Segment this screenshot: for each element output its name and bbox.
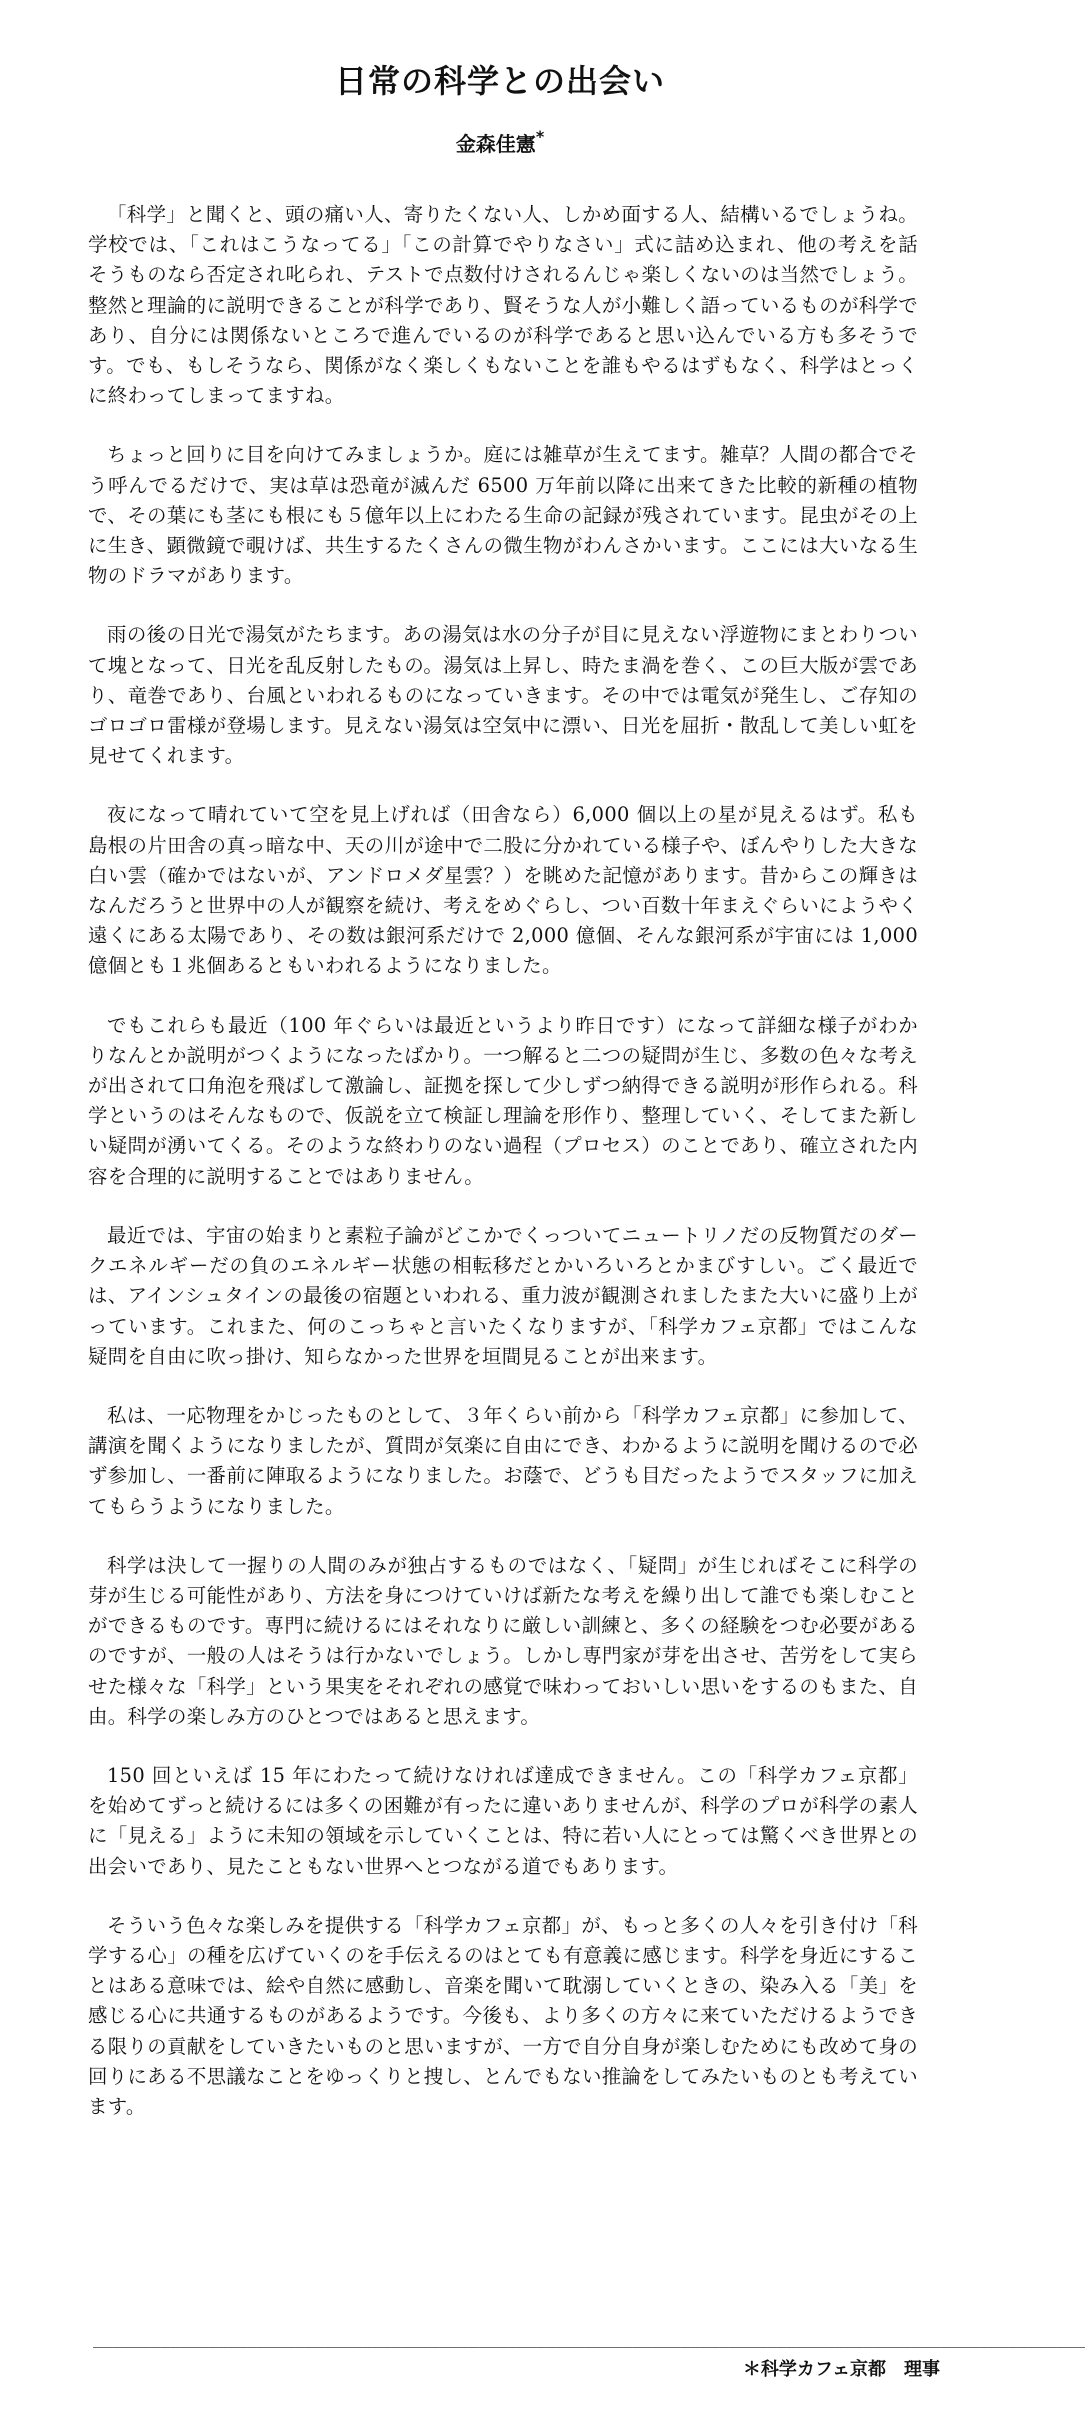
paragraph-10: そういう色々な楽しみを提供する「科学カフェ京都」が、もっと多くの人々を引き付け「科学する心」の種を広げていくのを手伝えるのはとても有意義に感じます。科学を身近にすることはある意味では、絵や自然に感動し、音楽を聞いて耽溺していくときの、染み入る「美」を感じる心に共通するものがあるようです。今後も、より多くの方々に来ていただけるようできる限りの貢献をしていきたいものと思いますが、一方で自分自身が楽しむためにも改めて身の回りにある不思議なことをゆっくりと捜し、とんでもない推論をしてみたいものとも考えています。 — [88, 1913, 918, 2118]
author-footnote: ＊科学カフェ京都 理事 — [742, 2359, 940, 2380]
author-line — [0, 128, 1000, 157]
author-footnote-mark: * — [535, 127, 545, 146]
paragraph-5: でもこれらも最近（100 年ぐらいは最近というより昨日です）になって詳細な様子がわかりなんとか説明がつくようになったばかり。一つ解ると二つの疑問が生じ、多数の色々な考えが出されて口角泡を飛ばして激論し、証拠を探して少しずつ納得できる説明が形作られる。科学というのはそんなもので、仮説を立て検証し理論を形作り、整理していく、そしてまた新しい疑問が湧いてくる。そのような終わりのない過程（プロセス）のことであり、確立された内容を合理的に説明することではありません。 — [88, 1013, 918, 1188]
paragraph-4: 夜になって晴れていて空を見上げれば（田舎なら）6,000 個以上の星が見えるはず。私も島根の片田舎の真っ暗な中、天の川が途中で二股に分かれている様子や、ぼんやりした大きな白い雲（確かではないが、アンドロメダ星雲？）を眺めた記憶があります。昔からこの輝きはなんだろうと世界中の人が観察を続け、考えをめぐらし、つい百数十年まえぐらいにようやく遠くにある太陽であり、その数は銀河系だけで 2,000 億個、そんな銀河系が宇宙には 1,000 億個とも１兆個あるともいわれるようになりました。 — [88, 803, 918, 978]
article-title: 日常の科学との出会い — [334, 62, 665, 100]
footnote-separator: _______________________________________________________________________________________________________ — [93, 2329, 1085, 2348]
paragraph-7: 私は、一応物理をかじったものとして、３年くらい前から「科学カフェ京都」に参加して、講演を聞くようになりましたが、質問が気楽に自由にでき、わかるように説明を聞けるので必ず参加し、一番前に陣取るようになりました。お蔭で、どうも目だったようでスタッフに加えてもらうようになりました。 — [88, 1403, 918, 1518]
paragraph-2: ちょっと回りに目を向けてみましょうか。庭には雑草が生えてます。雑草？人間の都合でそう呼んでるだけで、実は草は恐竜が滅んだ 6500 万年前以降に出来てきた比較的新種の植物で、その葉にも茎にも根にも５億年以上にわたる生命の記録が残されています。昆虫がその上に生き、顕微鏡で覗けば、共生するたくさんの微生物がわんさかいます。ここには大いなる生物のドラマがあります。 — [88, 443, 918, 588]
paragraph-8: 科学は決して一握りの人間のみが独占するものではなく、「疑問」が生じればそこに科学の芽が生じる可能性があり、方法を身につけていけば新たな考えを繰り出して誰でも楽しむことができるものです。専門に続けるにはそれなりに厳しい訓練と、多くの経験をつむ必要があるのですが、一般の人はそうは行かないでしょう。しかし専門家が芽を出させ、苦労をして実らせた様々な「科学」という果実をそれぞれの感覚で味わっておいしい思いをするのもまた、自由。科学の楽しみ方のひとつではあると思えます。 — [88, 1553, 918, 1728]
article-body — [88, 200, 918, 2151]
paragraph-9: 150 回といえば 15 年にわたって続けなければ達成できません。この「科学カフェ京都」を始めてずっと続けるには多くの困難が有ったに違いありませんが、科学のプロが科学の素人に「見える」ように未知の領域を示していくことは、特に若い人にとっては驚くべき世界との出会いであり、見たこともない世界へとつながる道でもあります。 — [88, 1763, 918, 1878]
paragraph-3: 雨の後の日光で湯気がたちます。あの湯気は水の分子が目に見えない浮遊物にまとわりついて塊となって、日光を乱反射したもの。湯気は上昇し、時たま渦を巻く、この巨大版が雲であり、竜巻であり、台風といわれるものになっていきます。その中では電気が発生し、ご存知のゴロゴロ雷様が登場します。見えない湯気は空気中に漂い、日光を屈折・散乱して美しい虹を見せてくれます。 — [88, 623, 918, 768]
author-name: 金森佳憲 — [455, 132, 536, 156]
paragraph-1: 「科学」と聞くと、頭の痛い人、寄りたくない人、しかめ面する人、結構いるでしょうね。学校では、「これはこうなってる」「この計算でやりなさい」式に詰め込まれ、他の考えを話そうものなら否定され叱られ、テストで点数付けされるんじゃ楽しくないのは当然でしょう。整然と理論的に説明できることが科学であり、賢そうな人が小難しく語っているものが科学であり、自分には関係ないところで進んでいるのが科学であると思い込んでいる方も多そうです。でも、もしそうなら、関係がなく楽しくもないことを誰もやるはずもなく、科学はとっくに終わってしまってますね。 — [88, 203, 918, 408]
paragraph-6: 最近では、宇宙の始まりと素粒子論がどこかでくっついてニュートリノだの反物質だのダークエネルギーだの負のエネルギー状態の相転移だとかいろいろとかまびすしい。ごく最近では、アインシュタインの最後の宿題といわれる、重力波が観測されましたまた大いに盛り上がっています。これまた、何のこっちゃと言いたくなりますが、「科学カフェ京都」ではこんな疑問を自由に吹っ掛け、知らなかった世界を垣間見ることが出来ます。 — [88, 1223, 918, 1368]
